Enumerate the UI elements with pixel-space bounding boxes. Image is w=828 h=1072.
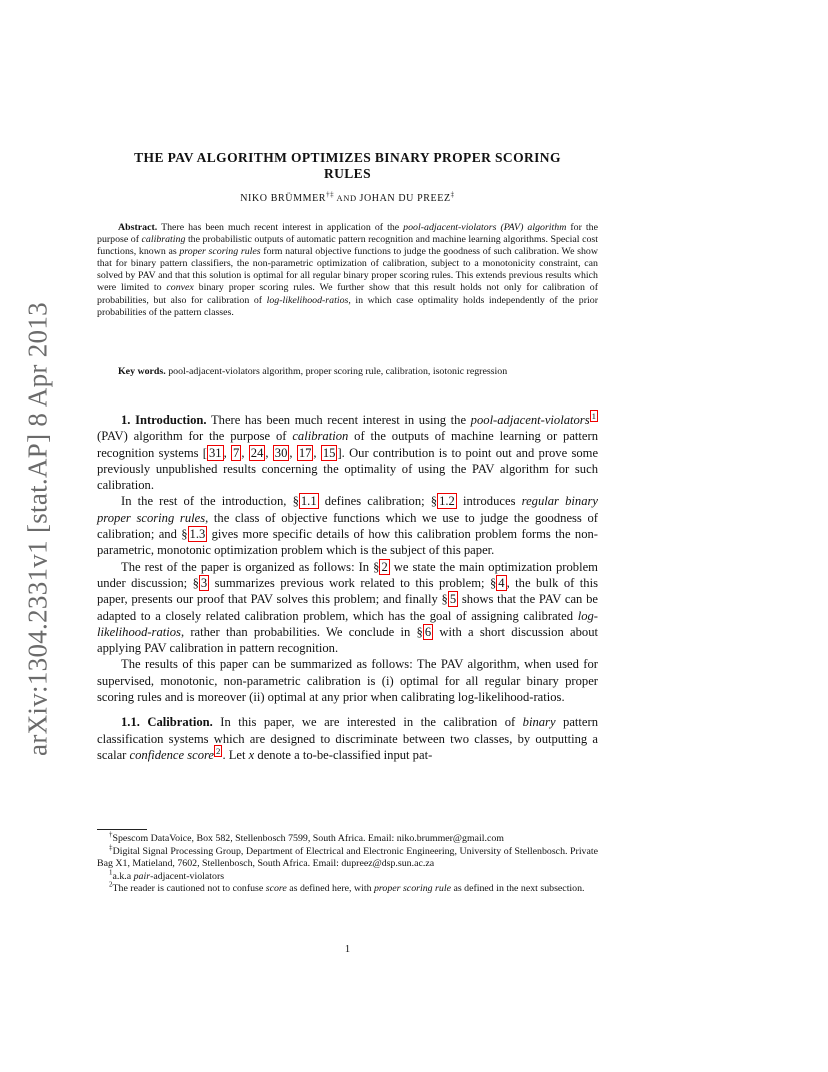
intro-paragraph-2 xyxy=(97,493,598,558)
section-link-2[interactable]: 2 xyxy=(381,559,388,574)
body-text: (PAV) algorithm for the purpose of xyxy=(97,429,293,444)
section-link-3[interactable]: 3 xyxy=(200,575,208,590)
footnote-text: as defined in the next subsection. xyxy=(450,883,585,895)
abstract-emph: log-likelihood-ratios xyxy=(266,294,349,306)
citation-link[interactable]: 7 xyxy=(233,445,240,460)
body-text: In this paper, we are interested in the calibration of xyxy=(212,715,523,730)
footnote-mark: † xyxy=(109,831,113,839)
citation-link[interactable]: 24 xyxy=(250,445,264,460)
abstract-emph: pool-adjacent-violators (PAV) algorithm xyxy=(403,222,567,233)
abstract-text: form natural objective functions to judge the goodness of such calibration. We show that for binary pattern classifiers, the non-parametric optimization of calibration, subject to a monotonicity constraint, can solved by PAV and that this solution is optimal for all regular binary proper scoring rules. This extends previous results which were limited to xyxy=(97,246,598,294)
math-variable-x: x xyxy=(248,747,255,762)
body-text: , the bulk of this paper, presents our proof that PAV solves this problem; and finally § xyxy=(97,575,599,607)
body-text: There has been much recent interest in using the xyxy=(206,413,471,427)
body-emph: confidence score xyxy=(129,747,215,762)
paper-title xyxy=(97,150,598,182)
section-number: 1. xyxy=(121,413,131,427)
footnote-text: a.k.a xyxy=(112,870,134,882)
footnote-text: -adjacent-violators xyxy=(150,870,225,882)
section-heading-introduction: Introduction. xyxy=(135,413,207,427)
footnote-link-2[interactable]: 2 xyxy=(216,745,221,756)
citation-link[interactable]: 17 xyxy=(298,445,312,460)
body-emph: binary xyxy=(522,715,556,730)
section-link-1-3[interactable]: 1.3 xyxy=(189,527,206,542)
footnote-mark: ‡ xyxy=(109,844,113,852)
body-text: of the outputs of machine learning or pattern recognition systems [ xyxy=(97,429,598,460)
abstract xyxy=(97,222,598,319)
section-link-1-1[interactable]: 1.1 xyxy=(300,494,317,509)
footnote-divider xyxy=(97,829,147,830)
subsection-number: 1.1. xyxy=(121,715,140,730)
keywords-label: Key words. xyxy=(118,366,166,377)
author-2-affiliation-marks: ‡ xyxy=(450,190,455,199)
body-text: summarizes previous work related to this problem; § xyxy=(209,575,497,590)
title-line-2: RULES xyxy=(323,166,371,181)
body-text: we state the main optimization problem under discussion; § xyxy=(97,559,598,590)
footnote-link-1[interactable]: 1 xyxy=(591,410,596,421)
body-text: , the class of objective functions which we use to judge the goodness of calibration; and § xyxy=(97,510,598,542)
footnote-affiliation-2 xyxy=(97,846,598,871)
arxiv-sidebar-stamp xyxy=(13,298,63,760)
citation-link[interactable]: 31 xyxy=(209,445,222,460)
author-1: NIKO BRÜMMER xyxy=(240,193,327,204)
subsection-heading-calibration: Calibration. xyxy=(147,715,213,730)
citation-link[interactable]: 30 xyxy=(274,445,288,460)
page-number: 1 xyxy=(344,944,351,955)
body-text: In the rest of the introduction, § xyxy=(121,494,299,509)
author-1-affiliation-marks: †‡ xyxy=(326,190,335,199)
body-text: with a short discussion about applying PAV calibration in pattern recognition. xyxy=(97,624,598,656)
title-line-1: THE PAV ALGORITHM OPTIMIZES BINARY PROPER SCORING xyxy=(134,150,561,165)
author-2: JOHAN DU PREEZ xyxy=(359,193,451,204)
footnote-emph: score xyxy=(265,883,287,895)
abstract-label: Abstract. xyxy=(118,222,158,233)
body-text: ]. Our contribution is to point out and prove some previously unpublished results concerning the optimality of using the PAV algorithm for such calibration. xyxy=(97,445,599,493)
abstract-emph: proper scoring rules xyxy=(179,246,261,258)
intro-paragraph-1: 1. Introduction. There has been much recent interest in using the pool-adjacent-violators $^1$ (PAV) algorithm for the purpose of calibration of the outputs of machine learning or pattern recognition systems [ 31 , 7 , 24 , 30 , 17 , 15 ]. Our contribution is to point out and prove some previously unpublished results concerning the optimality of using the PAV algorithm for such calibration. xyxy=(97,410,599,493)
abstract-text: There has been much recent interest in application of the xyxy=(157,222,404,233)
body-text: denote a to-be-classified input pat- xyxy=(254,747,433,762)
arxiv-identifier: arXiv:1304.2331v1 [stat.AP] 8 Apr 2013 xyxy=(22,302,53,756)
footnote-1 xyxy=(97,871,598,884)
footnote-2 xyxy=(97,883,598,896)
abstract-text: for the purpose of xyxy=(97,222,598,246)
section-link-4[interactable]: 4 xyxy=(498,575,505,590)
abstract-text: the probabilistic outputs of automatic pattern recognition and machine learning algorithms. Special cost functions, known as xyxy=(97,234,598,258)
abstract-text: binary proper scoring rules. We further show that this result holds not only for calibration of probabilities, but also for calibration of xyxy=(97,282,598,306)
body-text: The rest of the paper is organized as follows: In § xyxy=(121,559,380,574)
author-list xyxy=(97,190,598,204)
footnote-text: The reader is cautioned not to confuse xyxy=(112,883,266,895)
footnote-emph: proper scoring rule xyxy=(373,883,451,895)
body-text: . Let xyxy=(222,747,249,762)
section-link-6[interactable]: 6 xyxy=(424,624,432,639)
abstract-emph: calibrating xyxy=(141,234,186,246)
calibration-paragraph xyxy=(97,714,598,763)
section-link-1-2[interactable]: 1.2 xyxy=(439,494,455,509)
body-text: introduces xyxy=(456,494,522,509)
footnote-text: Spescom DataVoice, Box 582, Stellenbosch 7599, South Africa. Email: niko.brummer@gmail.com xyxy=(112,833,504,844)
abstract-emph: convex xyxy=(166,282,194,294)
footnotes xyxy=(97,833,598,896)
body-text: pattern classification systems which are designed to discriminate between two classes, by outputting a scalar xyxy=(97,715,598,762)
abstract-text: , in which case optimality holds independently of the prior probabilities of the pattern classes. xyxy=(97,294,598,318)
citation-link[interactable]: 15 xyxy=(322,445,336,460)
main-body xyxy=(97,412,598,763)
footnote-affiliation-1 xyxy=(97,833,598,846)
footnote-mark: 1 xyxy=(109,869,113,877)
intro-paragraph-4: The results of this paper can be summarized as follows: The PAV algorithm, when used for supervised, monotonic, non-parametric calibration is (i) optimal for all regular binary proper scoring rules and is moreover (ii) optimal at any prior when calibrating log-likelihood-ratios. xyxy=(97,657,598,705)
body-emph: log-likelihood-ratios xyxy=(97,608,598,639)
keywords-text: pool-adjacent-violators algorithm, proper scoring rule, calibration, isotonic regression xyxy=(165,366,508,377)
footnote-text: as defined here, with xyxy=(286,883,374,895)
keywords xyxy=(97,366,598,378)
body-emph: calibration xyxy=(292,429,349,444)
body-text: gives more specific details of how this calibration problem forms the non-parametric, monotonic optimization problem which is the subject of this paper. xyxy=(97,527,598,558)
body-emph: regular binary proper scoring rules xyxy=(97,494,598,525)
body-emph: pool-adjacent-violators xyxy=(470,413,590,427)
author-separator: AND xyxy=(334,193,360,203)
intro-paragraph-3 xyxy=(97,559,598,657)
section-link-5[interactable]: 5 xyxy=(449,592,457,607)
body-text: , rather than probabilities. We conclude in § xyxy=(180,624,423,639)
footnote-emph: pair xyxy=(133,870,151,882)
footnote-text: Digital Signal Processing Group, Department of Electrical and Electronic Engineering, University of Stellenbosch. Private Bag X1, Matieland, 7602, Stellenbosch, South Africa. Email: dupreez@dsp.sun.ac.za xyxy=(97,845,599,870)
footnote-mark: 2 xyxy=(109,882,113,890)
body-text: defines calibration; § xyxy=(318,494,438,509)
body-text: shows that the PAV can be adapted to a closely related calibration problem, which has the goal of assigning calibrated xyxy=(97,592,598,623)
